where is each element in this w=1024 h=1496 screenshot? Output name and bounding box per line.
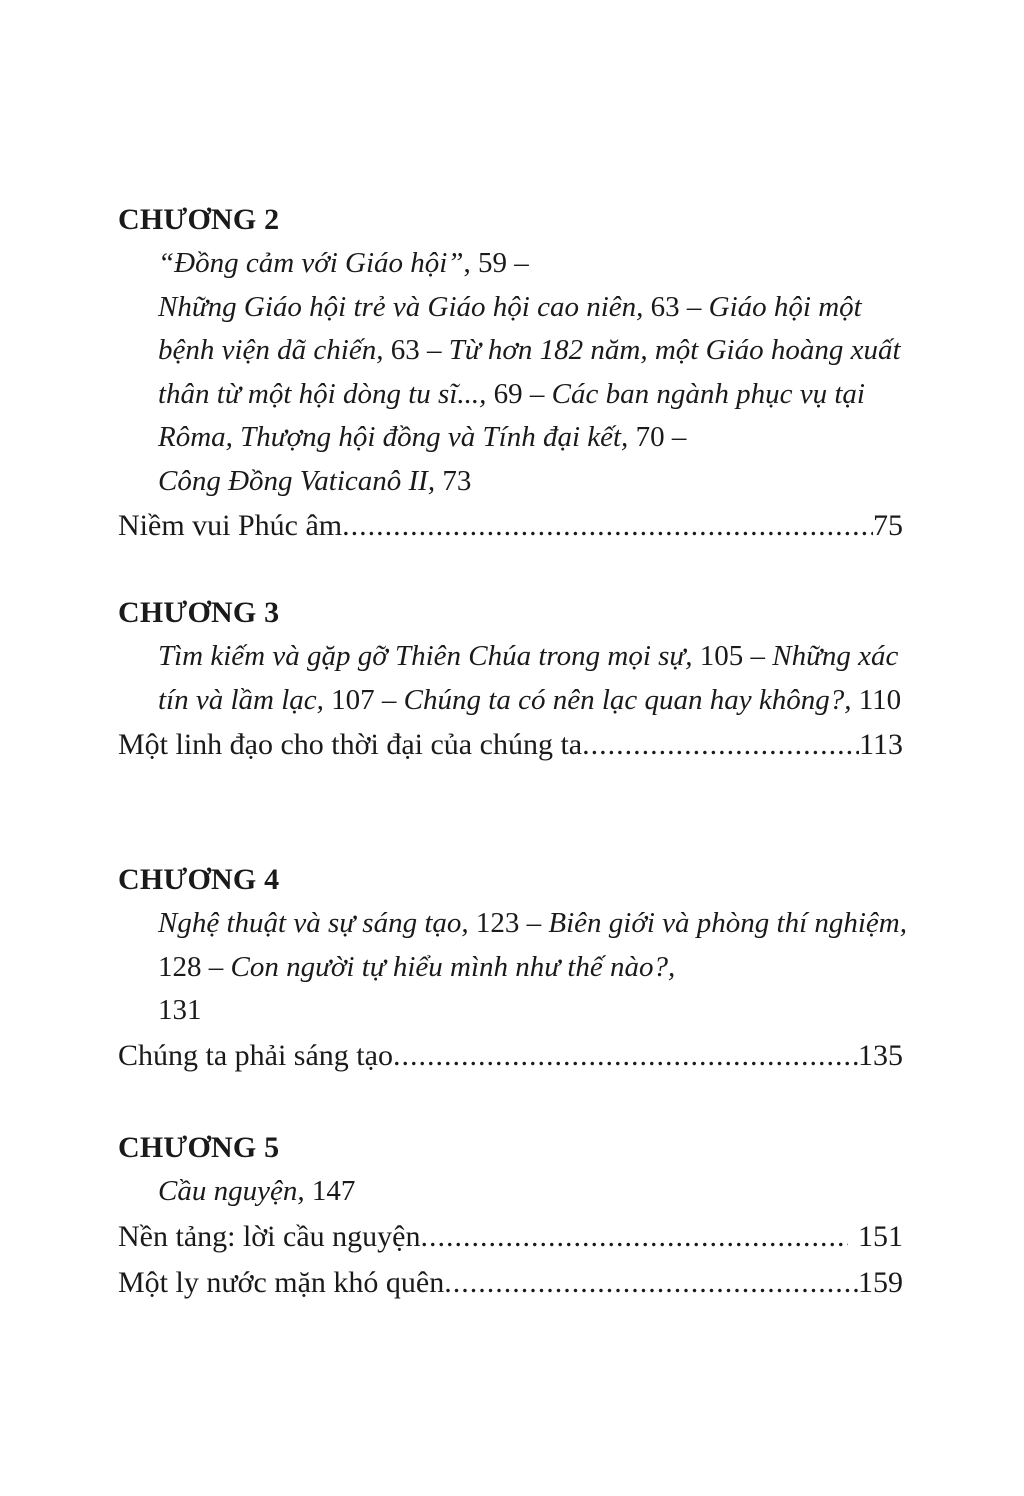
section-ref: Công Đồng Vaticanô II, [158,464,436,497]
page-ref: 147 [304,1175,356,1207]
page-ref: 123 – [468,907,549,939]
section-ref: Biên giới và phòng thí nghiệm, [548,907,907,939]
page-ref: 105 – [692,640,773,672]
toc-entry[interactable] [118,1260,903,1306]
section-ref: “Đồng cảm với Giáo hội” [158,247,464,279]
leader-dots [342,503,873,549]
toc-entry-title: Nền tảng: lời cầu nguyện [118,1219,421,1253]
section-ref: Những Giáo hội trẻ và Giáo hội cao niên, [158,290,644,323]
toc-entry-title: Một ly nước mặn khó quên [118,1265,445,1299]
section-ref: Chúng ta có nên lạc quan hay không?, [403,683,852,716]
chapter-title: CHƯƠNG 5 [118,1131,280,1164]
page-ref: 107 – [323,683,404,716]
section-ref: Từ hơn 182 năm, một Giáo hoàng xuất thân từ một hội dòng tu sĩ..., [158,334,901,410]
page-ref: 69 – [486,377,552,410]
section-ref: Nghệ thuật và sự sáng tạo, [158,907,469,939]
chapter-description [118,635,908,722]
toc-entry-title: Chúng ta phải sáng tạo [118,1038,393,1072]
chapter-description [118,902,908,1033]
toc-entry-page: 151 [858,1219,903,1253]
page-ref: 63 – [643,290,709,323]
toc-entry-page: 159 [858,1265,903,1299]
chapter-title: CHƯƠNG 3 [118,596,280,629]
leader-dots [393,1033,858,1079]
page-ref: 70 – [628,421,687,453]
chapter-5 [118,1126,908,1306]
page-ref: 128 – [158,950,231,983]
toc-entry-page: 135 [858,1038,903,1072]
section-ref: Tìm kiếm và gặp gỡ Thiên Chúa trong mọi sự, [158,640,693,672]
chapter-title: CHƯƠNG 4 [118,863,280,896]
section-ref: Giáo hội một bệnh viện dã chiến, [158,290,862,366]
section-ref: Những xác tín và lầm lạc, [158,640,899,716]
chapter-description [118,242,908,503]
section-ref: Con người tự hiểu mình như thế nào?, [230,950,676,983]
chapter-2 [118,198,908,549]
toc-entry-title: Niềm vui Phúc âm [118,509,343,542]
chapter-3 [118,591,908,768]
chapter-description [118,1170,908,1214]
toc-entry[interactable] [118,1033,903,1079]
page-ref: 63 – [383,334,449,366]
chapter-title: CHƯƠNG 2 [118,203,280,236]
page-ref: 110 [851,683,902,716]
section-ref: Cầu nguyện, [158,1175,305,1207]
toc-entry-page: 113 [859,728,903,761]
chapter-4 [118,858,908,1079]
toc-entry[interactable] [118,1214,903,1260]
page-ref: 131 [158,994,202,1026]
section-ref: Các ban ngành phục vụ tại Rôma, Thượng hội đồng và Tính đại kết, [158,377,865,453]
leader-dots [444,1260,858,1306]
toc-entry-page: 75 [873,509,903,542]
leader-dots [420,1214,848,1260]
toc-entry-title: Một linh đạo cho thời đại của chúng ta [118,728,583,761]
toc-entry[interactable] [118,503,903,549]
page-ref: 73 [435,464,472,497]
page-ref: , 59 – [463,247,529,279]
toc-entry[interactable] [118,722,903,768]
leader-dots [582,722,859,768]
